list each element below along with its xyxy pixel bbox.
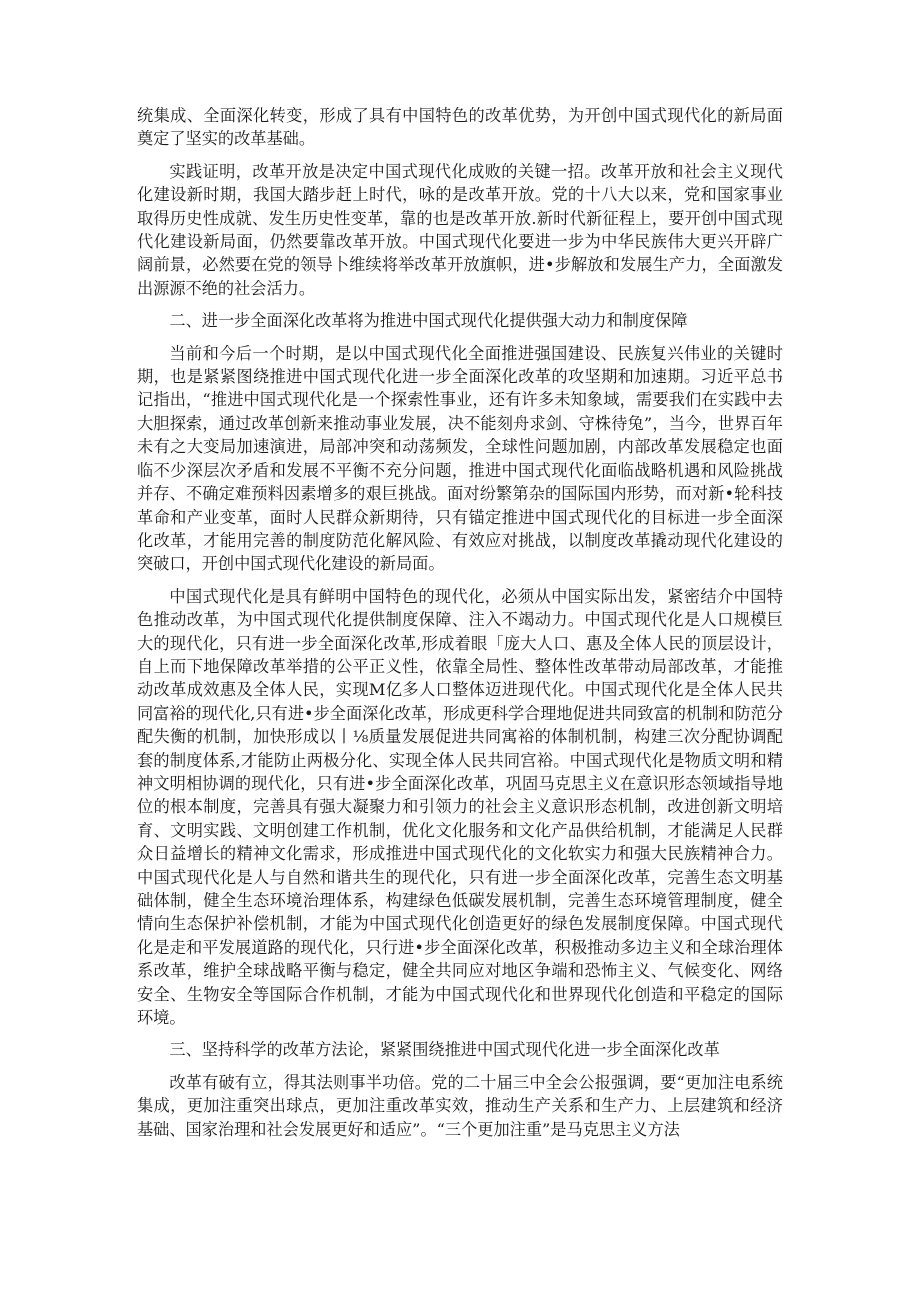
- section-heading-3: 三、坚持科学的改革方法论，紧紧围绕推进中国式现代化进一步全面深化改革: [169, 1040, 720, 1060]
- paragraph-continuation: 统集成、全面深化转变，形成了具有中国特色的改革优势，为开创中国式现代化的新局面奠定了坚实的改革基础。: [137, 106, 783, 149]
- paragraph-methodology: 改革有破有立，得其法则事半功倍。党的二十届三中全会公报强调，要“更加注电系统集成，更加注重突出球点，更加注重改革实效，推动生产关系和生产力、上层建筑和经济基础、国家治理和社会发展更好和适应”。“三个更加注重”是马克思主义方法: [137, 1072, 783, 1139]
- paragraph-current-period: 当前和今后一个时期，是以中国式现代化全面推进强国建设、民族复兴伟业的关键时期，也是紧紧图绕推进中国式现代化进一步全面深化改革的攻坚期和加速期。习近平总书记指出，“推进中国式现代化是一个探索性事业，还有许多未知象域，需要我们在实践中去大胆探索，通过改革创新来推动事业发展，决不能刻舟求剑、守株待兔”，当今，世界百年未有之大变局加速演进，局部冲突和动荡频发，全球性问题加剧，内部改革发展稳定也面临不少深层次矛盾和发展不平衡不充分问题，推进中国式现代化面临战略机遇和风险挑战并存、不确定难预料因素增多的艰巨挑战。面对纷繁第杂的国际国内形势，而对新•轮科技革命和产业变革，面时人民群众新期待，只有锚定推进中国式现代化的目标进一步全面深化改革，才能用完善的制度防范化解风险、有效应对挑战，以制度改革撬动现代化建设的突破口，开创中国式现代化建设的新局面。: [137, 343, 783, 574]
- paragraph-chinese-characteristics: 中国式现代化是具有鲜明中国特色的现代化，必须从中国实际出发，紧密结介中国特色推动改革，为中国式现代化提供制度保障、注入不竭动力。中国式现代化是人口规模巨大的现代化，只有进一步全面深化改革,形成着眼「庞大人口、惠及全体人民的顶层设计，自上而下地保障改革举措的公平正义性，依靠全局性、整体性改革带动局部改革，才能推动改革成效惠及全体人民，实现M亿多人口整体迈进现代化。中国式现代化是全体人民共同富裕的现代化,只有进•步全面深化改革，形成更科学合理地促进共同致富的机制和防范分配失衡的机制，加快形成以丨⅛质量发展促进共同寓裕的体制机制，构建三次分配协调配套的制度体系,才能防止两极分化、实现全体人民共同宫裕。中国式现代化是物质文明和精神文明相协调的现代化，只有进•步全面深化改革，巩固马克思主义在意识形态领域指导地位的根本制度，完善具有强大凝聚力和引领力的社会主义意识形态机制，改进创新文明培育、文明实践、文明创建工作机制，优化文化服务和文化产品供给机制，才能满足人民群众日益增长的精神文化需求，形成推进中国式现代化的文化软实力和强大民族精神合力。中国式现代化是人与自然和谐共生的现代化，只有进一步全面深化改革，完善生态文明基础体制，健全生态环境治理体系，构建绿色低碳发展机制，完善生态环境管理制度，健全情向生态保护补偿机制，才能为中国式现代化创造更好的绿色发展制度保障。中国式现代化是走和平发展道路的现代化，只行进•步全面深化改革，积极推动多边主义和全球治理体系改革，维护全球战略平衡与稳定，健全共同应对地区争端和恐怖主义、气候变化、网络安全、生物安全等国际合作机制，才能为中国式现代化和世界现代化创造和平稳定的国际环境。: [137, 586, 784, 1028]
- section-heading-2: 二、进一步全面深化改革将为推进中国式现代化提供强大动力和制度保障: [169, 311, 688, 331]
- document-page: [137, 104, 783, 1141]
- paragraph-reform-key: 实践证明，改革开放是决定中国式现代化成败的关键一招。改革开放和社会主义现代化建设新时期，我国大踏步赶上时代，咏的是改革开放。党的十八大以来，党和国家事业取得历史性成就、发生历史性变革，靠的也是改革开放.新时代新征程上，要开创中国式现代化建设新局面，仍然要靠改革开放。中国式现代化要进一步为中华民族伟大更兴开辟广阔前景，必然要在党的领导卜维续将举改革开放旗帜，进•步解放和发展生产力，全面激发出源源不绝的社会活力。: [137, 161, 783, 298]
